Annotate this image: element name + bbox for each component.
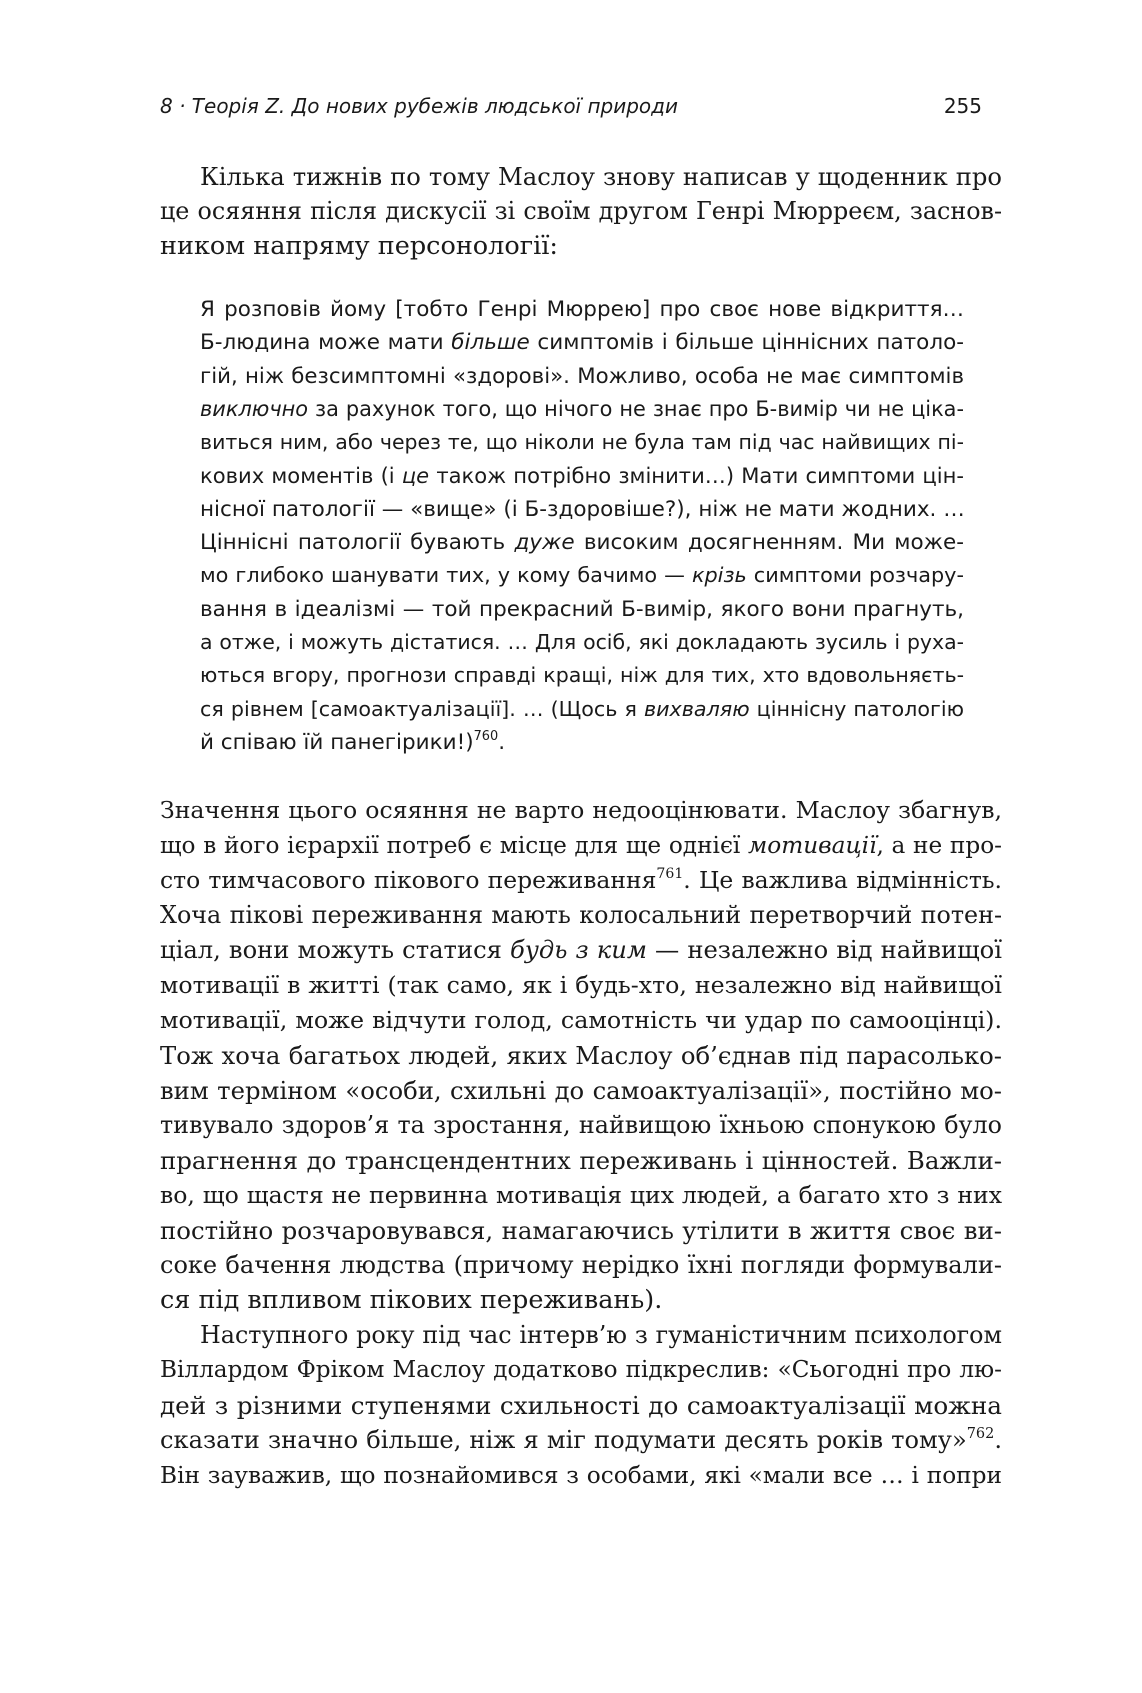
quote-line: гій, ніж безсимптомні «здорові». Можливо, особа не має симптомів [200, 363, 964, 389]
text-line: Хоча пікові переживання мають колосальний перетворчий потен- [160, 901, 1002, 929]
quote-line: вання в ідеалізмі — той прекрасний Б-вимір, якого вони прагнуть, [200, 596, 964, 622]
text-line: Віллардом Фріком Маслоу додатково підкреслив: «Сьогодні про лю- [160, 1357, 1002, 1383]
emphasis: дуже [514, 530, 575, 556]
text-line: ціал, вони можуть статися будь з ким — незалежно від найвищої [160, 936, 1002, 964]
text-line: Кілька тижнів по тому Маслоу знову написав у щоденник про [200, 162, 1002, 191]
emphasis: крізь [691, 563, 747, 588]
footnote-ref[interactable]: 761 [656, 866, 684, 883]
text-line: Значення цього осяяння не варто недооцінювати. Маслоу збагнув, [160, 796, 1002, 824]
text-line: тивувало здоров’я та зростання, найвищою їхньою спонукою було [160, 1111, 1002, 1139]
block-quote [200, 293, 964, 759]
quote-line: й співаю їй панегірики!)$^{760}$. [200, 728, 506, 755]
text-line: Тож хоча багатьох людей, яких Маслоу об’єднав під парасолько- [160, 1041, 1002, 1070]
emphasis: вихваляю [643, 696, 750, 721]
text-line: Він зауважив, що познайомився з особами, які «мали все … і попри [160, 1462, 1002, 1489]
quote-line: Б-людина може мати більше симптомів і більше ціннісних патоло- [200, 330, 964, 356]
footnote-ref[interactable]: 762 [966, 1425, 995, 1442]
text-line: сказати значно більше, ніж я міг подумати десять років тому»$^{762}$. [160, 1425, 1002, 1454]
running-head: 8 · Теорія Z. До нових рубежів людської природи [160, 94, 678, 118]
quote-line: Я розповів йому [тобто Генрі Мюррею] про своє нове відкриття… [200, 297, 964, 322]
quote-line: Ціннісні патології бувають дуже високим досягненням. Ми може- [200, 530, 965, 556]
text-line: ником напряму персонології: [160, 231, 558, 261]
text-line: во, що щастя не первинна мотивація цих людей, а багато хто з них [160, 1181, 1002, 1209]
footnote-ref[interactable]: 760 [473, 728, 499, 744]
emphasis: це [401, 463, 430, 489]
text-line: прагнення до трансцендентних переживань і цінностей. Важли- [160, 1146, 1002, 1175]
text-line: ся під впливом пікових переживань). [160, 1285, 663, 1315]
quote-line: виться ним, або через те, що ніколи не була там під час найвищих пі- [200, 430, 964, 455]
text-line: дей з різними ступенями схильності до самоактуалізації можна [160, 1391, 1002, 1420]
text-line: Наступного року під час інтерв’ю з гуманістичним психологом [200, 1321, 1002, 1349]
text-line: мотивації, може відчути голод, самотність чи удар по самооцінці). [160, 1006, 1002, 1034]
emphasis: виключно [200, 396, 309, 421]
quote-line: кових моментів (і це також потрібно змінити…) Мати симптоми цін- [200, 463, 964, 489]
page-number: 255 [943, 94, 982, 118]
emphasis: більше [451, 330, 530, 356]
text-line: це осяяння після дискусії зі своїм другом Генрі Мюрреєм, заснов- [160, 197, 1002, 225]
emphasis: мотивації [748, 832, 877, 859]
quote-line: ся рівнем [самоактуалізації]. … (Щось я вихваляю ціннісну патологію [200, 696, 965, 721]
quote-line: нісної патології — «вище» (і Б-здоровіше?), ніж не мати жодних. … [200, 496, 965, 522]
emphasis: будь з ким [510, 936, 647, 964]
text-line: вим терміном «особи, схильні до самоактуалізації», постійно мо- [160, 1076, 1002, 1105]
text-line: постійно розчаровувався, намагаючись утілити в життя своє ви- [160, 1216, 1002, 1245]
page-header [160, 94, 982, 128]
text-line: мотивації в житті (так само, як і будь-хто, незалежно від найвищої [160, 971, 1002, 999]
text-line: сто тимчасового пікового переживання$^{761}$. Це важлива відмінність. [160, 866, 1003, 894]
text-line: соке бачення людства (причому нерідко їхні погляди формували- [160, 1251, 1002, 1279]
main-text [160, 793, 1002, 1493]
intro-paragraph [160, 159, 1002, 264]
text-line: що в його ієрархії потреб є місце для ще однієї мотивації, а не про- [160, 832, 1003, 859]
quote-line: ються вгору, прогнози справді кращі, ніж для тих, хто вдовольняєть- [200, 663, 964, 688]
quote-line: мо глибоко шанувати тих, у кому бачимо — крізь симптоми розчару- [200, 563, 964, 588]
quote-line: а отже, і можуть дістатися. … Для осіб, які докладають зусиль і руха- [200, 629, 964, 654]
quote-line: виключно за рахунок того, що нічого не знає про Б-вимір чи не ціка- [200, 396, 964, 421]
